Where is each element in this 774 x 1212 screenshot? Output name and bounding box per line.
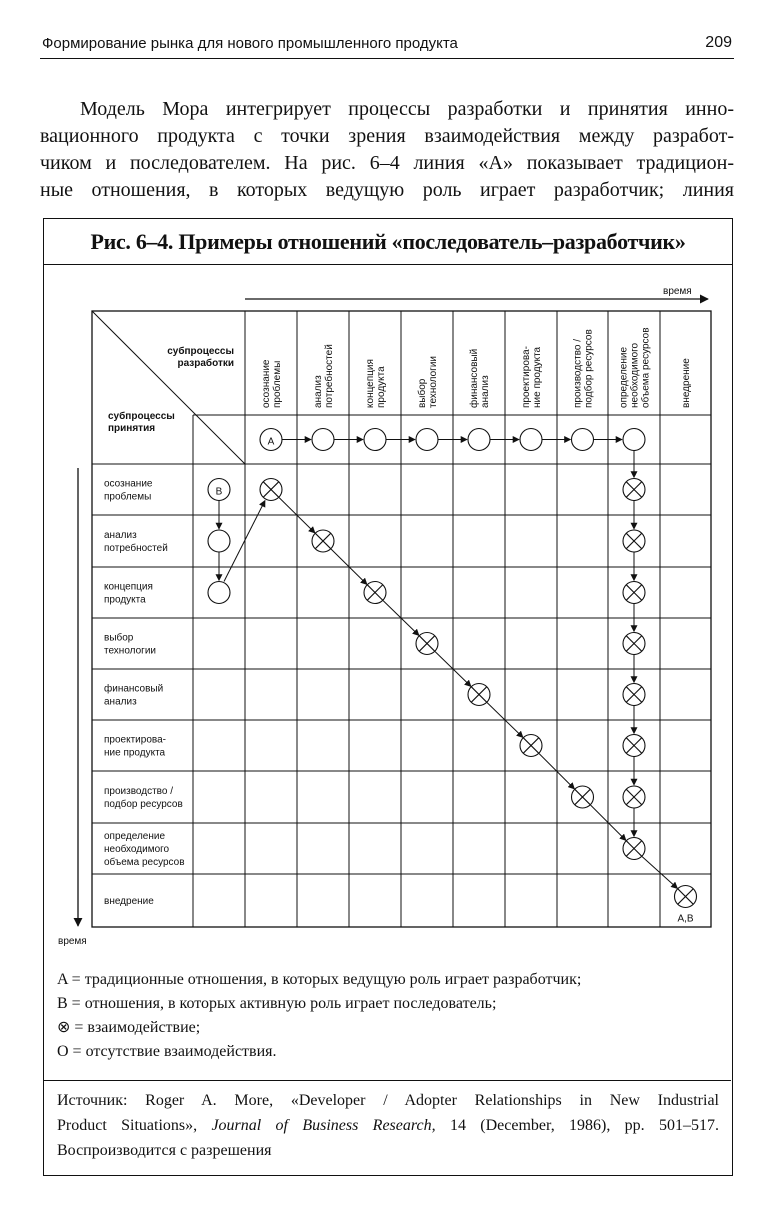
time-label-top: время xyxy=(663,286,692,297)
no-interaction-mark xyxy=(208,582,230,604)
no-interaction-mark xyxy=(312,429,334,451)
row-header: финансовый xyxy=(104,683,164,695)
source-text: Product Situations», xyxy=(57,1117,212,1134)
no-interaction-mark xyxy=(364,429,386,451)
time-label-left: время xyxy=(58,936,87,947)
no-interaction-mark xyxy=(520,429,542,451)
marker-b: B xyxy=(215,486,223,498)
figure-legend xyxy=(57,968,717,1064)
corner-adopt-line: субпроцессы xyxy=(108,411,175,422)
row-header: продукта xyxy=(104,594,146,606)
no-interaction-mark xyxy=(416,429,438,451)
legend-b: B = отношения, в которых активную роль играет последователь; xyxy=(57,995,497,1012)
body-line: чиком и последователем. На рис. 6–4 линия «А» показывает традицион- xyxy=(40,152,734,174)
corner-adopt-line: принятия xyxy=(108,423,156,434)
no-interaction-mark xyxy=(468,429,490,451)
row-header: проектирова- xyxy=(104,734,166,746)
source-divider xyxy=(43,1080,731,1081)
row-header: технологии xyxy=(104,645,157,657)
corner-adopt-label xyxy=(108,410,175,434)
marker-a: A xyxy=(267,436,275,448)
row-header: объема ресурсов xyxy=(104,857,185,868)
figure-title: Рис. 6–4. Примеры отношений «последователь–разработчик» xyxy=(44,219,732,265)
row-header: осознание xyxy=(104,478,153,490)
marker-ab: A,B xyxy=(677,913,694,925)
corner-dev-line: субпроцессы xyxy=(167,346,234,357)
legend-no-interaction: O = отсутствие взаимодействия. xyxy=(57,1043,277,1060)
column-header: внедрение xyxy=(681,358,692,408)
figure-source xyxy=(57,1088,719,1163)
legend-interaction: ⊗ = взаимодействие; xyxy=(57,1019,201,1036)
row-header: необходимого xyxy=(104,844,170,855)
column-header: подбор ресурсов xyxy=(583,329,595,408)
column-header: анализ xyxy=(480,375,491,408)
row-header: подбор ресурсов xyxy=(104,799,183,810)
column-header: выбор xyxy=(417,378,428,408)
column-header: анализ xyxy=(313,375,324,408)
source-line: Воспроизводится с разрешения xyxy=(57,1142,272,1159)
body-line: Модель Мора интегрирует процессы разработки и принятия инно- xyxy=(80,98,734,120)
corner-dev-label xyxy=(167,345,234,369)
column-header: производство / xyxy=(572,339,584,408)
row-header: производство / xyxy=(104,786,173,797)
column-header: потребностей xyxy=(324,344,335,408)
no-interaction-mark xyxy=(572,429,594,451)
row-header: внедрение xyxy=(104,896,154,907)
column-header: необходимого xyxy=(629,342,641,408)
journal-name: Journal of Business Research, xyxy=(211,1117,436,1134)
running-title: Формирование рынка для нового промышленного продукта xyxy=(42,35,458,52)
row-header: анализ xyxy=(104,530,137,541)
body-line: вационного продукта с точки зрения взаимодействия между разработ- xyxy=(40,125,734,147)
no-interaction-mark xyxy=(208,530,230,552)
row-header: выбор xyxy=(104,632,134,644)
row-header: анализ xyxy=(104,696,137,708)
column-header: проблемы xyxy=(272,360,283,408)
row-header: проблемы xyxy=(104,491,152,503)
column-header: проектирова- xyxy=(521,346,532,408)
column-header: определение xyxy=(618,346,630,408)
column-header: осознание xyxy=(261,359,272,408)
row-header: концепция xyxy=(104,581,153,593)
page-number: 209 xyxy=(705,34,732,51)
legend-a: A = традиционные отношения, в которых ведущую роль играет разработчик; xyxy=(57,971,582,988)
no-interaction-mark xyxy=(623,429,645,451)
corner-diagonal xyxy=(92,311,245,464)
column-header: объема ресурсов xyxy=(640,327,652,408)
body-line: ные отношения, в которых ведущую роль играет разработчик; линия xyxy=(40,179,734,201)
column-header: ние продукта xyxy=(532,346,543,408)
source-line: Источник: Roger A. More, «Developer / Adopter Relationships in New Industrial xyxy=(57,1092,719,1109)
source-text: 14 (December, 1986), pp. 501–517. xyxy=(435,1117,720,1134)
column-header: технологии xyxy=(428,355,439,408)
source-line xyxy=(57,1113,719,1138)
row-header: потребностей xyxy=(104,543,168,554)
column-header: продукта xyxy=(376,366,387,408)
row-header: определение xyxy=(104,831,166,842)
row-header: ние продукта xyxy=(104,747,166,759)
column-header: концепция xyxy=(365,359,376,408)
column-header: финансовый xyxy=(469,348,480,408)
corner-dev-line: разработки xyxy=(177,358,234,369)
